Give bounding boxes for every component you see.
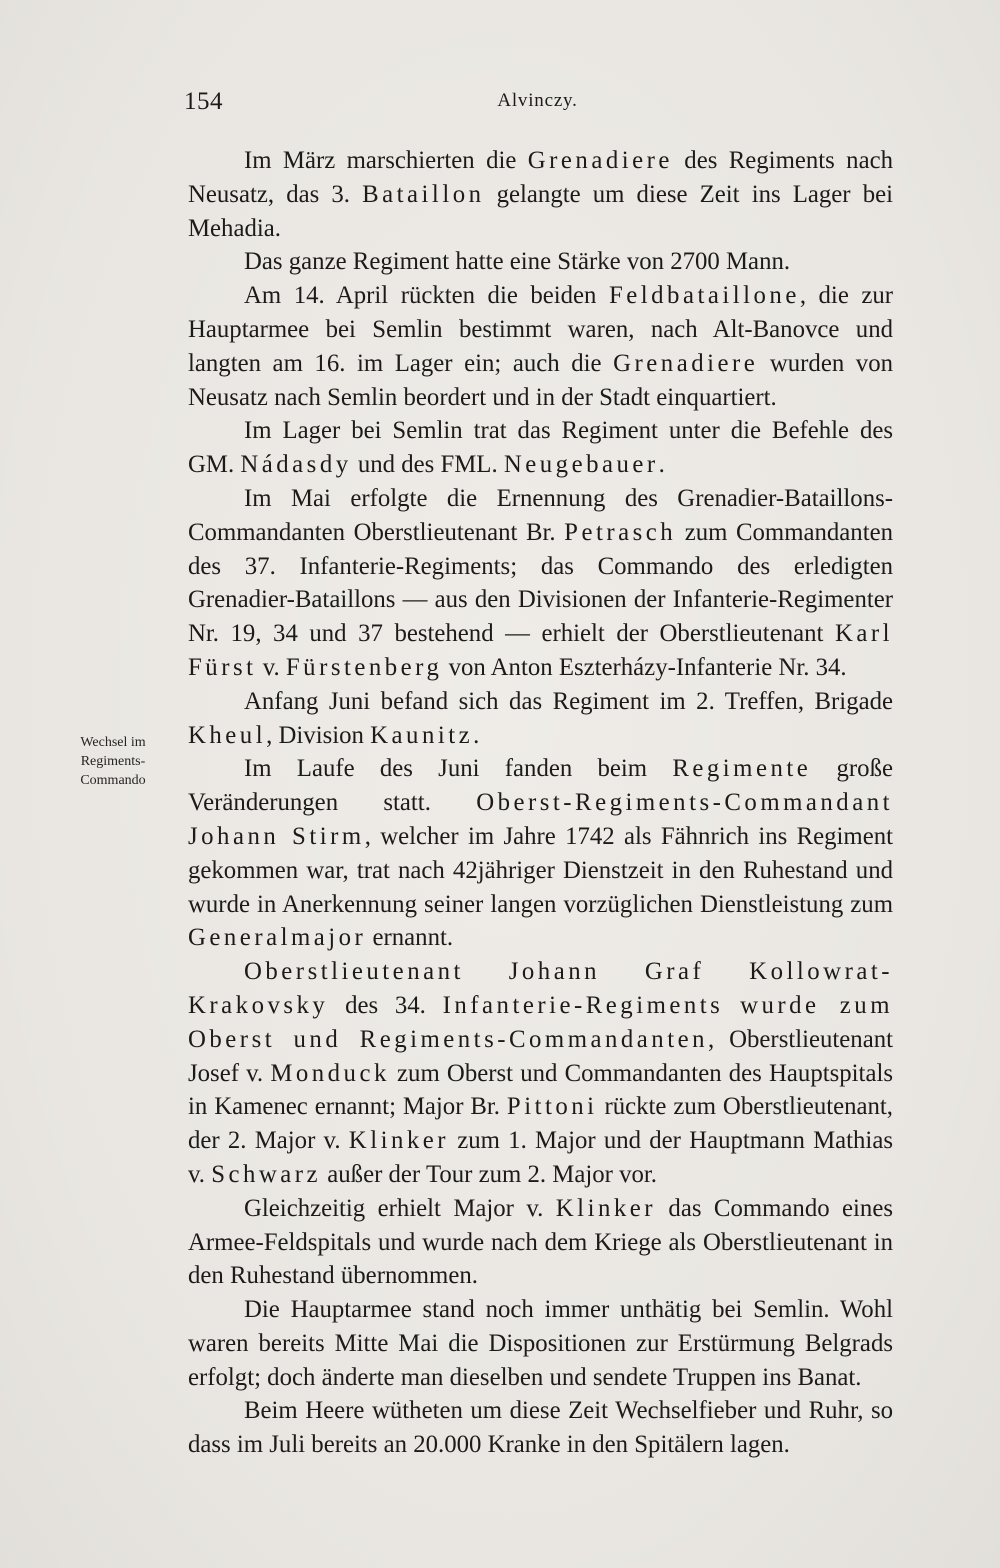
paragraph: [188, 1394, 893, 1462]
text-run: das Commando eines Armee-Feldspitals und wurde nach dem Kriege als Oberstlieutenant in den Ruhestand übernommen.: [188, 1194, 893, 1290]
text-run: von Anton Eszterházy-Infanterie Nr. 34.: [442, 653, 847, 681]
paragraph: [188, 752, 893, 955]
paragraph: [188, 685, 893, 753]
spaced-emphasis: Klinker: [555, 1194, 657, 1222]
spaced-emphasis: Klinker: [348, 1127, 450, 1155]
text-run: v.: [256, 653, 286, 681]
text-run: Beim Heere wütheten um diese Zeit Wechselfieber und Ruhr, so dass im Juli bereits an 20.000 Kranke in den Spitälern lagen.: [188, 1397, 893, 1459]
spaced-emphasis: Grenadiere: [613, 349, 759, 377]
paragraph: [188, 245, 893, 279]
text-run: zum Commandanten des 37. Infanterie-Regiments; das Commando des erledigten Grenadier-Bataillons — aus den Divisionen der Infanterie-Regimenter Nr. 19, 34 und 37 bestehend — erhielt der Oberstlieutenant: [188, 518, 893, 648]
spaced-emphasis: Kheul: [188, 721, 267, 749]
paragraph: [188, 955, 893, 1192]
text-run: Im Lager bei Semlin trat das Regiment unter die Befehle des GM.: [188, 417, 893, 479]
text-run: [723, 992, 740, 1019]
spaced-emphasis: Monduck: [270, 1059, 390, 1087]
text-run: , die zur Hauptarmee bei Semlin bestimmt waren, nach Alt-Banovce und langten am 16. im Lager ein; auch die: [188, 282, 893, 377]
text-run: zum Oberst und Commandanten des Hauptspitals in Kamenec ernannt; Major Br.: [188, 1059, 893, 1121]
text-run: Im Mai erfolgte die Ernennung des Grenadier-Bataillons-Commandanten Oberstlieutenant Br.: [188, 484, 893, 546]
text-run: zum 1. Major und der Hauptmann Mathias v.: [188, 1127, 893, 1188]
text-run: Gleichzeitig erhielt Major v.: [244, 1194, 556, 1222]
margin-note: [58, 733, 168, 790]
spaced-emphasis: Infanterie-Regiments: [442, 991, 724, 1019]
text-run: Im März marschierten die: [244, 147, 528, 174]
spaced-emphasis: Karl Fürst: [188, 620, 893, 681]
spaced-emphasis: Pittoni: [506, 1093, 598, 1121]
spaced-emphasis: Kaunitz: [370, 721, 474, 749]
text-run: des Regiments nach Neusatz, das 3.: [188, 147, 893, 208]
text-run: , Division: [266, 721, 371, 749]
spaced-emphasis: Schwarz: [211, 1160, 322, 1188]
spaced-emphasis: Nádasdy: [240, 451, 352, 479]
spaced-emphasis: Regimente: [672, 755, 812, 783]
text-run: Im Laufe des Juni fanden beim: [244, 755, 673, 783]
spaced-emphasis: Feldbataillone: [608, 282, 800, 310]
text-run: Anfang Juni befand sich das Regiment im 2. Treffen, Brigade: [244, 687, 893, 715]
paragraph: [188, 1192, 893, 1293]
body-text: [188, 144, 893, 1462]
paragraph: [188, 482, 893, 685]
spaced-emphasis: Fürstenberg: [285, 653, 443, 681]
text-run: außer der Tour zum 2. Major vor.: [321, 1160, 657, 1188]
text-run: Das ganze Regiment hatte eine Stärke von 2700 Mann.: [244, 248, 791, 276]
paragraph: [188, 279, 893, 414]
spaced-emphasis: wurde zum Oberst und Regiments-Commandanten: [188, 991, 893, 1053]
spaced-emphasis: Oberst-Regiments-Commandant Johann Stirm: [188, 789, 893, 850]
margin-note-line: Regiments-: [80, 754, 146, 769]
margin-note-line: Wechsel im: [80, 735, 146, 750]
text-run: wurden von Neusatz nach Semlin beordert und in der Stadt einquartiert.: [188, 349, 893, 411]
text-run: und des FML.: [351, 451, 504, 479]
paragraph: [188, 414, 893, 482]
text-run: gelangte um diese Zeit ins Lager bei Mehadia.: [188, 180, 893, 242]
page-number: 154: [184, 88, 223, 115]
spaced-emphasis: Bataillon: [362, 180, 485, 208]
spaced-emphasis: Grenadiere: [527, 147, 673, 174]
text-run: rückte zum Oberstlieutenant, der 2. Major v.: [188, 1093, 894, 1155]
text-run: große Veränderungen statt.: [188, 755, 893, 817]
paragraph: [188, 1293, 893, 1394]
margin-note-line: Commando: [80, 773, 146, 788]
text-run: , welcher im Jahre 1742 als Fähnrich ins Regiment gekommen war, trat nach 42jähriger Dienstzeit in den Ruhestand und wurde in Anerkennung seiner langen vorzüglichen Dienstleistung zum: [188, 822, 893, 918]
spaced-emphasis: Oberstlieutenant Johann Graf Kollowrat-Krakovsky: [188, 958, 893, 1019]
text-run: .: [473, 721, 480, 749]
text-run: , Oberstlieutenant Josef v.: [188, 1025, 894, 1087]
text-run: des 34.: [328, 991, 443, 1019]
text-run: Die Hauptarmee stand noch immer unthätig bei Semlin. Wohl waren bereits Mitte Mai die Dispositionen zur Erstürmung Belgrads erfolgt; doch änderte man dieselben und sendete Truppen ins Banat.: [188, 1296, 893, 1391]
text-run: .: [658, 451, 665, 479]
running-title: Alvinczy.: [497, 90, 578, 111]
spaced-emphasis: Generalmajor: [188, 924, 367, 952]
spaced-emphasis: Neugebauer: [503, 451, 659, 479]
text-run: Am 14. April rückten die beiden: [244, 282, 609, 310]
paragraph: [188, 144, 893, 245]
spaced-emphasis: Petrasch: [564, 518, 677, 546]
text-run: ernannt.: [366, 924, 454, 952]
